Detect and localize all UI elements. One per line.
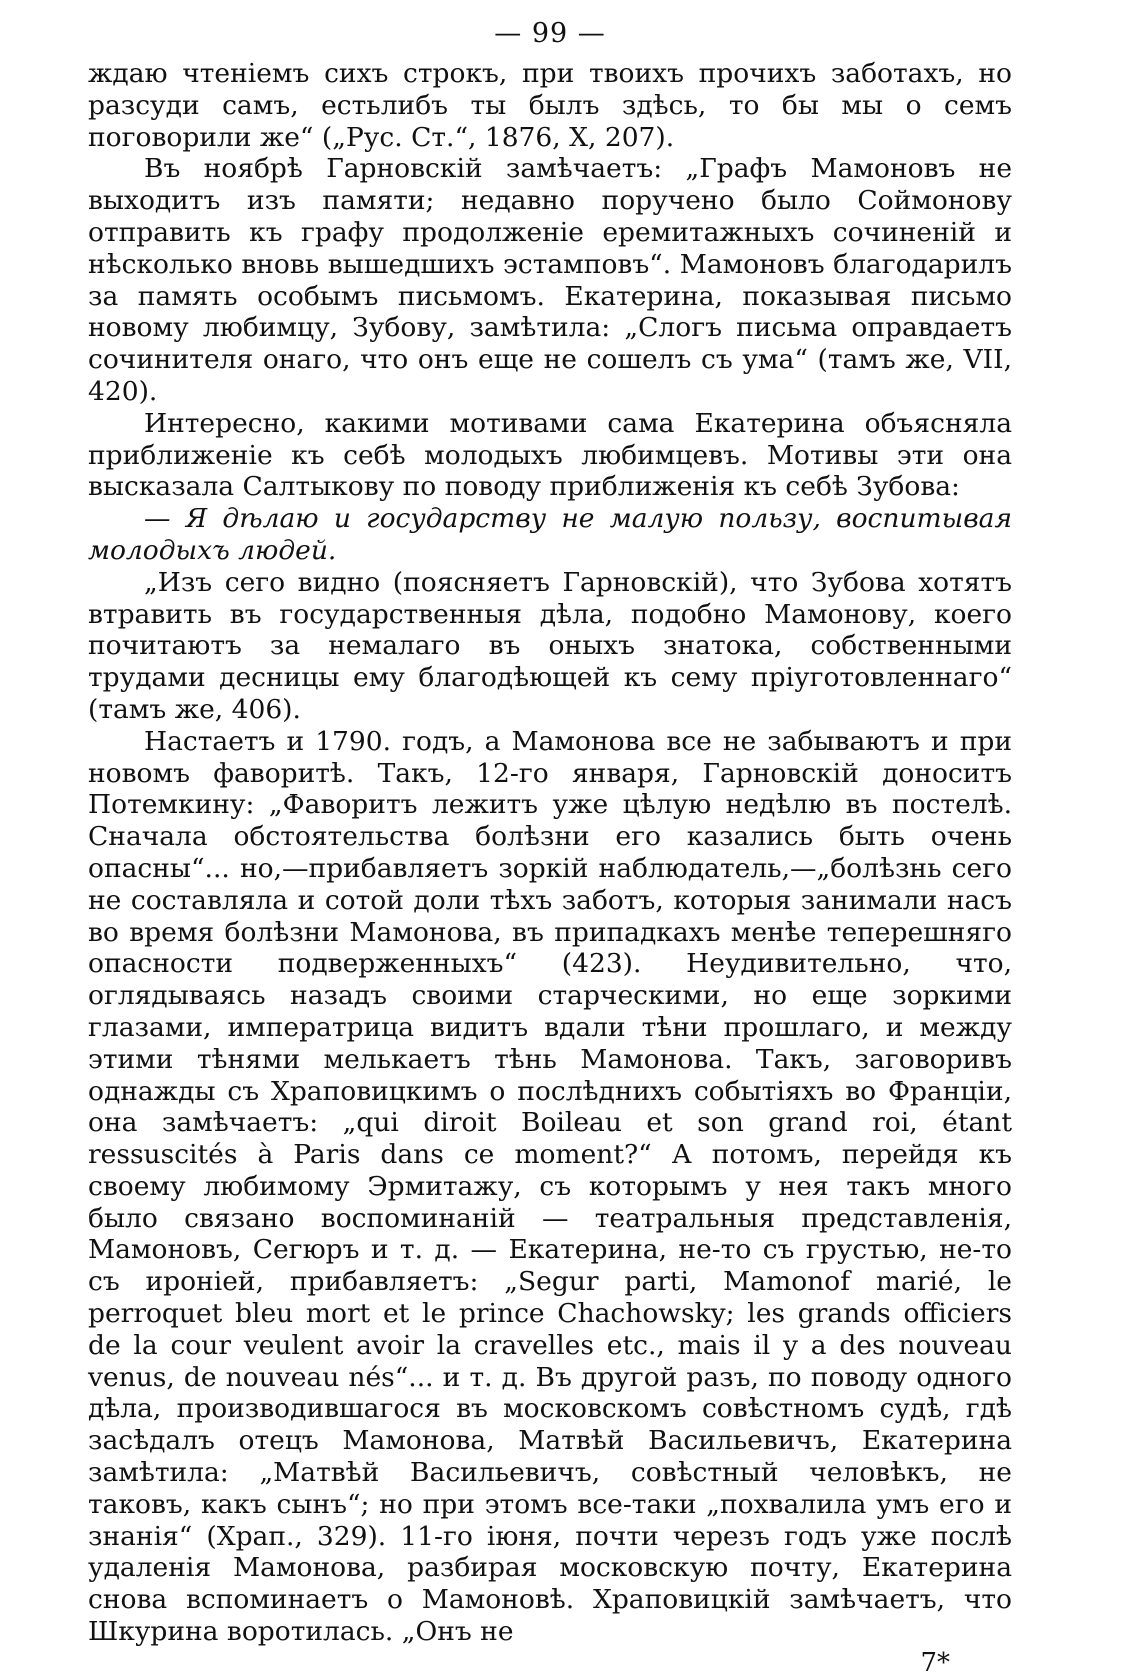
paragraph-1790: Настаетъ и 1790. годъ, а Мамонова все не забываютъ и при новомъ фаворитѣ. Такъ, 12-го января, Гарновскій доноситъ Потемкину: „Фаворитъ лежитъ уже цѣлую недѣлю въ постелѣ. Сначала обстоятельства болѣзни его казались быть очень опасны“... но,—прибавляетъ зоркій наблюдатель,—„болѣзнь сего не составляла и сотой доли тѣхъ заботъ, которыя занимали насъ во время болѣзни Мамонова, въ припадкахъ менѣе теперешняго опасности подверженныхъ“ (423). Неудивительно, что, оглядываясь назадъ своими старческими, но еще зоркими глазами, императрица видитъ вдали тѣни прошлаго, и между этими тѣнями мелькаетъ тѣнь Мамонова. Такъ, заговоривъ однажды съ Храповицкимъ о послѣднихъ событіяхъ во Франціи, она замѣчаетъ: „qui diroit Boileau et son grand roi, étant ressuscités à Paris dans ce moment?“ А потомъ, перейдя къ своему любимому Эрмитажу, съ которымъ у нея такъ много было связано воспоминаній — театральныя представленія, Мамоновъ, Сегюръ и т. д. — Екатерина, не-то съ грустью, не-то съ ироніей, прибавляетъ: „Segur parti, Mamonof marié, le perroquet bleu mort et le prince Chachowsky; les grands officiers de la cour veulent avoir la cravelles etc., mais il y a des nouveau venus, de nouveau nés“... и т. д. Въ другой разъ, по поводу одного дѣла, производившагося въ московскомъ совѣстномъ судѣ, гдѣ засѣдалъ отецъ Мамонова, Матвѣй Васильевичъ, Екатерина замѣтила: „Матвѣй Васильевичъ, совѣстный человѣкъ, не таковъ, какъ сынъ“; но при этомъ все-таки „похвалила умъ его и знанія“ (Храп., 329). 11-го іюня, почти черезъ годъ уже послѣ удаленія Мамонова, разбирая московскую почту, Екатерина снова вспоминаетъ о Мамоновѣ. Храповицкій замѣчаетъ, что Шкурина воротилась. „Онъ не (88, 725, 1012, 1648)
paragraph-continuation: ждаю чтеніемъ сихъ строкъ, при твоихъ прочихъ заботахъ, но разсуди самъ, естьлибъ ты былъ здѣсь, то бы мы о семъ поговорили же“ („Рус. Ст.“, 1876, X, 207). (88, 58, 1012, 153)
paragraph-italic-quote: — Я дѣлаю и государству не малую пользу, воспитывая молодыхъ людей. (88, 503, 1012, 566)
document-page (88, 14, 1012, 1678)
paragraph-motives: Интересно, какими мотивами сама Екатерина объясняла приближеніе къ себѣ молодыхъ любимцевъ. Мотивы эти она высказала Салтыкову по поводу приближенія къ себѣ Зубова: (88, 407, 1012, 503)
paragraph-zubov: „Изъ сего видно (поясняетъ Гарновскій), что Зубова хотятъ втравить въ государственныя дѣла, подобно Мамонову, коего почитаютъ за немалаго въ оныхъ знатока, собственными трудами десницы ему благодѣющей къ сему пріуготовленнаго“ (тамъ же, 406). (88, 566, 1012, 725)
page-number: — 99 — (494, 18, 606, 49)
signature-mark: 7* (920, 1647, 950, 1678)
body-text (88, 58, 1012, 1648)
paragraph-garnovsky-november: Въ ноябрѣ Гарновскій замѣчаетъ: „Графъ Мамоновъ не выходитъ изъ памяти; недавно поручено было Соймонову отправить къ графу продолженіе еремитажныхъ сочиненій и нѣсколько вновь вышедшихъ эстамповъ“. Мамоновъ благодарилъ за память особымъ письмомъ. Екатерина, показывая письмо новому любимцу, Зубову, замѣтила: „Слогъ письма оправдаетъ сочинителя онаго, что онъ еще не сошелъ съ ума“ (тамъ же, VII, 420). (88, 153, 1012, 407)
